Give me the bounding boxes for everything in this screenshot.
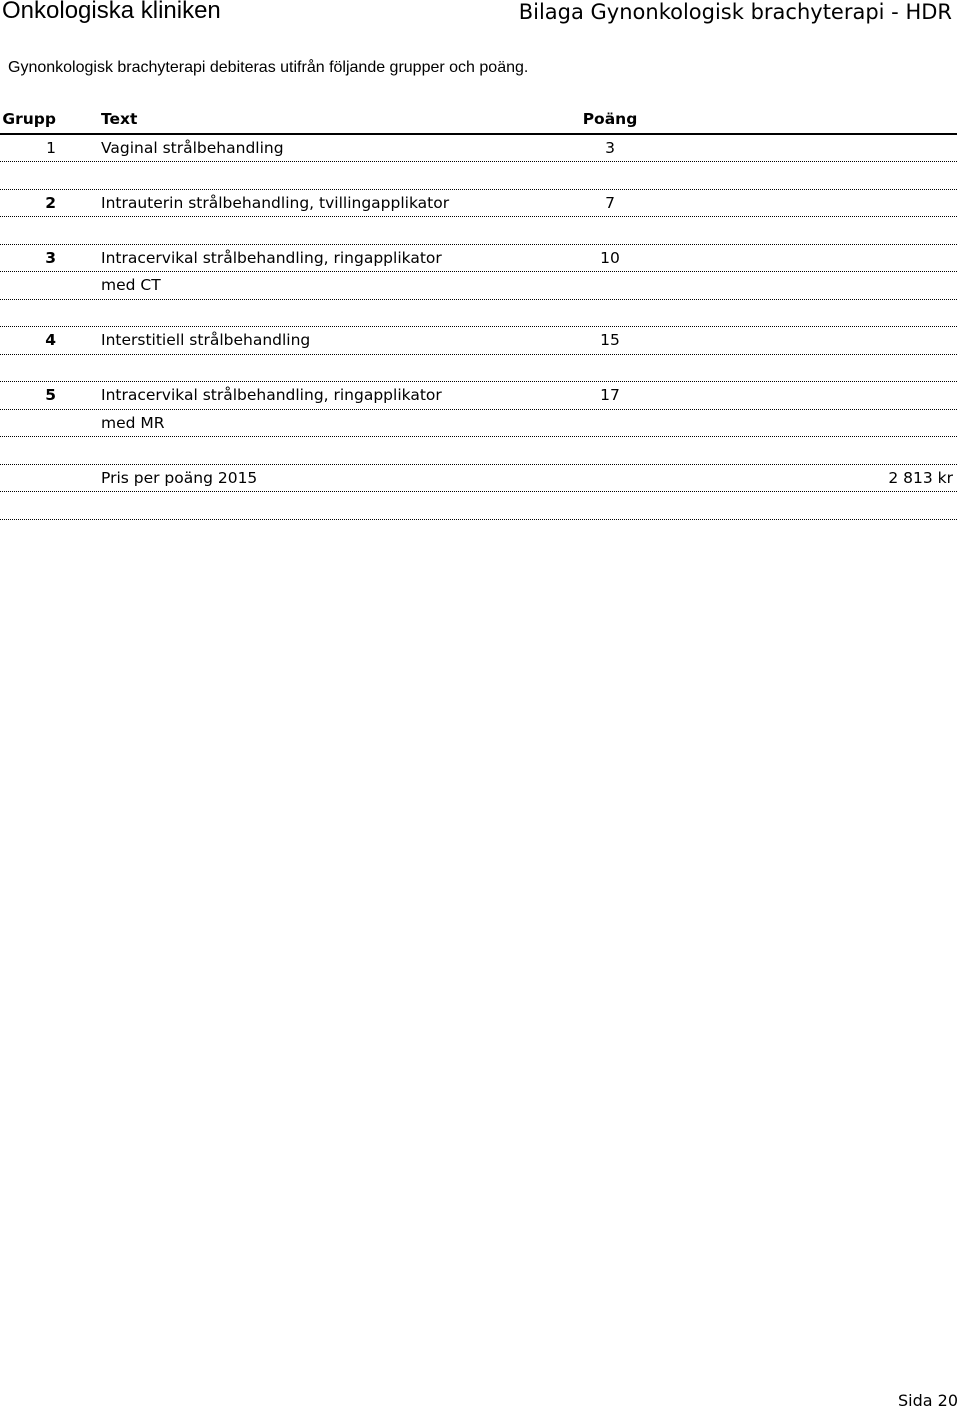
row-group: 2: [45, 193, 56, 212]
table-spacer: [0, 437, 957, 465]
row-text: Interstitiell strålbehandling: [101, 331, 311, 349]
table-row-continuation: [0, 410, 957, 438]
row-group: 1: [46, 138, 56, 157]
table-spacer: [0, 300, 957, 328]
table-row: [0, 190, 957, 218]
price-row: [0, 465, 957, 493]
row-points: 7: [605, 193, 615, 212]
row-group: 3: [45, 248, 56, 267]
column-header-points: Poäng: [582, 110, 638, 128]
row-text: Vaginal strålbehandling: [101, 138, 284, 157]
points-table: [0, 106, 957, 520]
table-spacer: [0, 162, 957, 190]
table-spacer: [0, 217, 957, 245]
table-spacer: [0, 492, 957, 520]
table-row: [0, 245, 957, 273]
page-number: Sida 20: [897, 1391, 958, 1410]
clinic-title: Onkologiska kliniken: [2, 0, 221, 24]
document-title: Bilaga Gynonkologisk brachyterapi - HDR: [518, 0, 952, 24]
row-text: Intracervikal strålbehandling, ringapplikator: [101, 386, 442, 404]
row-points: 10: [600, 248, 620, 267]
row-points: 17: [600, 386, 620, 404]
price-value: 2 813 kr: [888, 468, 953, 487]
row-text: Intracervikal strålbehandling, ringapplikator: [101, 248, 442, 267]
price-label: Pris per poäng 2015: [101, 468, 258, 487]
table-row-continuation: [0, 272, 957, 300]
table-row: [0, 382, 957, 410]
column-header-text: Text: [101, 110, 138, 128]
intro-text: Gynonkologisk brachyterapi debiteras utifrån följande grupper och poäng.: [8, 59, 529, 76]
row-points: 15: [600, 331, 620, 349]
row-points: 3: [605, 138, 615, 157]
column-header-group: Grupp: [2, 110, 56, 128]
table-header: [0, 106, 957, 135]
table-row: [0, 135, 957, 163]
table-row: [0, 327, 957, 355]
row-group: 5: [45, 386, 56, 404]
row-text-continued: med MR: [101, 413, 165, 432]
row-group: 4: [45, 331, 56, 349]
row-text-continued: med CT: [101, 276, 161, 294]
row-text: Intrauterin strålbehandling, tvillingapplikator: [101, 193, 450, 212]
table-spacer: [0, 355, 957, 383]
